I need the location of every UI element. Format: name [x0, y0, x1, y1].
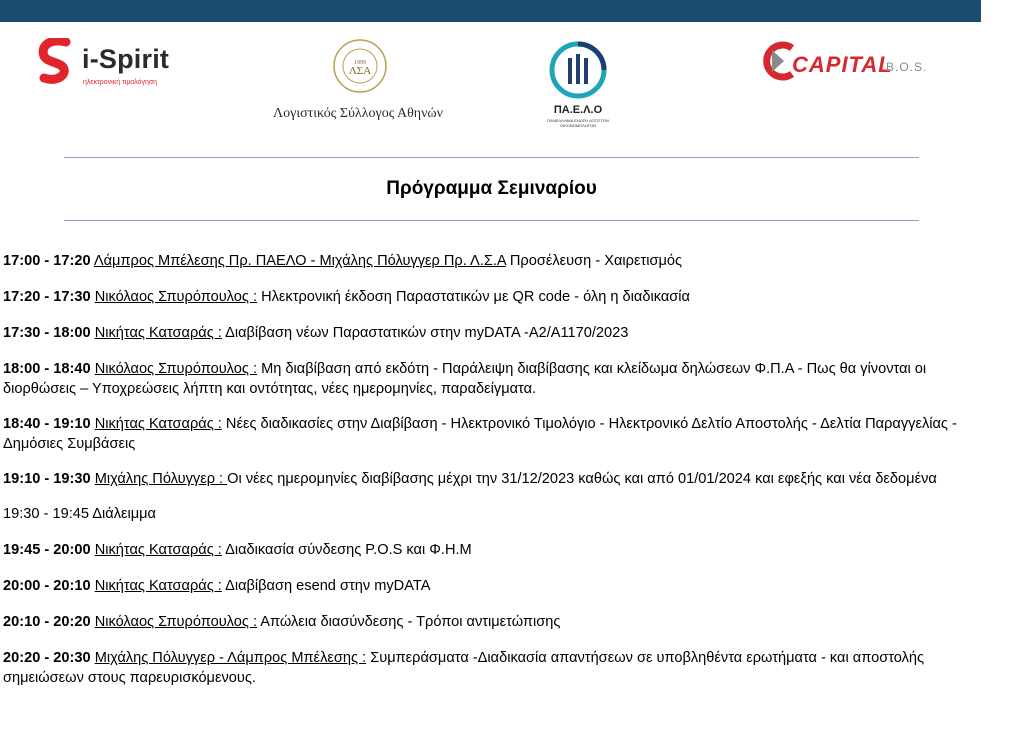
ispirit-tagline: ηλεκτρονική τιμολόγηση: [83, 79, 158, 86]
schedule-list: [3, 251, 1003, 703]
schedule-time: 19:45 - 20:00: [3, 542, 91, 558]
paelo-name: ΠΑ.Ε.Λ.Ο: [553, 104, 603, 116]
lsa-seal-letters: ΛΣΑ: [348, 65, 372, 77]
page-title: Πρόγραμμα Σεμιναρίου: [386, 178, 597, 199]
schedule-time: 18:00 - 18:40: [3, 361, 91, 377]
schedule-speaker: Νικόλαος Σπυρόπουλος :: [94, 289, 258, 305]
schedule-item: [3, 648, 1003, 688]
schedule-time: 17:00 - 17:20: [3, 253, 91, 269]
schedule-item: [3, 359, 1003, 399]
schedule-desc: Διαβίβαση esend στην myDATA: [221, 578, 431, 594]
schedule-item: [3, 287, 1003, 307]
schedule-desc: Διαδικασία σύνδεσης P.O.S και Φ.Η.Μ: [221, 542, 472, 558]
ispirit-name: i-Spirit: [82, 44, 170, 74]
lsa-seal-icon: [332, 38, 388, 94]
schedule-speaker: Νικήτας Κατσαράς :: [94, 542, 222, 558]
title-rule-top: [64, 157, 919, 158]
schedule-desc: Διαβίβαση νέων Παραστατικών στην myDATA -Α2/Α1170/2023: [221, 325, 629, 341]
top-color-bar: [0, 0, 981, 22]
schedule-speaker: Νικήτας Κατσαράς :: [94, 416, 222, 432]
schedule-time: 18:40 - 19:10: [3, 416, 91, 432]
schedule-desc: Προσέλευση - Χαιρετισμός: [505, 253, 683, 269]
lsa-logo: [258, 38, 458, 128]
schedule-desc: Απώλεια διασύνδεσης - Τρόποι αντιμετώπισης: [257, 614, 561, 630]
schedule-time: 20:00 - 20:10: [3, 578, 91, 594]
paelo-ring-icon: [548, 40, 608, 100]
schedule-item: [3, 469, 1003, 489]
paelo-logo: [540, 40, 620, 130]
schedule-desc: Διάλειμμα: [89, 506, 156, 522]
schedule-item: [3, 323, 1003, 343]
schedule-desc: Οι νέες ημερομηνίες διαβίβασης μέχρι την 31/12/2023 καθώς και από 01/01/2024 και εφεξής και νέα δεδομένα: [227, 471, 937, 487]
schedule-item: [3, 504, 1003, 524]
schedule-speaker: Νικήτας Κατσαράς :: [94, 325, 222, 341]
schedule-time: 20:10 - 20:20: [3, 614, 91, 630]
schedule-item: [3, 414, 1003, 454]
capital-suffix: B.O.S.: [886, 60, 928, 74]
schedule-speaker: Μιχάλης Πόλυγγερ - Λάμπρος Μπέλεσης :: [94, 650, 367, 666]
schedule-item: [3, 576, 1003, 596]
sponsor-logos: [0, 30, 1024, 130]
schedule-item: [3, 251, 1003, 271]
schedule-time: 19:10 - 19:30: [3, 471, 91, 487]
schedule-desc: Μη διαβίβαση από εκδότη - Παράλειψη διαβίβασης και κλείδωμα δηλώσεων Φ.Π.Α - Πως θα γίνονται οι διορθώσεις – Υποχρεώσεις λήπτη και οντότητας, νέες ημερομηνίες, παραδείγματα.: [3, 361, 927, 397]
schedule-desc: Συμπεράσματα -Διαδικασία απαντήσεων σε υποβληθέντα ερωτήματα - και αποστολής σημειώσεων στους παρευρισκόμενους.: [3, 650, 925, 686]
lsa-seal-year: 1999: [354, 60, 366, 66]
paelo-subtitle: ΠΑΝΕΛΛΗΝΙΑ ΕΝΩΣΗ ΛΟΓΙΣΤΩΝ ΟΙΚΟΝΟΜΟΛΟΓΩΝ: [547, 118, 609, 128]
schedule-desc: Νέες διαδικασίες στην Διαβίβαση - Ηλεκτρονικό Τιμολόγιο - Ηλεκτρονικό Δελτίο Αποστολής - Δελτία Παραγγελίας - Δημόσιες Συμβάσεις: [3, 416, 957, 452]
schedule-speaker: Νικόλαος Σπυρόπουλος :: [94, 361, 258, 377]
schedule-time: 20:20 - 20:30: [3, 650, 91, 666]
lsa-name: Λογιστικός Σύλλογος Αθηνών: [273, 106, 443, 121]
schedule-speaker: Νικήτας Κατσαράς :: [94, 578, 222, 594]
capital-logo: [762, 40, 942, 90]
ispirit-logo: [36, 38, 186, 98]
schedule-time: 17:30 - 18:00: [3, 325, 91, 341]
schedule-desc: Ηλεκτρονική έκδοση Παραστατικών με QR code - όλη η διαδικασία: [257, 289, 690, 305]
schedule-speaker: Μιχάλης Πόλυγγερ :: [94, 471, 228, 487]
schedule-speaker: Νικόλαος Σπυρόπουλος :: [94, 614, 258, 630]
capital-name: CAPITAL: [792, 52, 893, 77]
schedule-speaker: Λάμπρος Μπέλεσης Πρ. ΠΑΕΛΟ - Μιχάλης Πόλυγγερ Πρ. Λ.Σ.Α: [93, 253, 506, 269]
schedule-item: [3, 612, 1003, 632]
schedule-time: 19:30 - 19:45: [3, 506, 90, 522]
schedule-item: [3, 540, 1003, 560]
schedule-time: 17:20 - 17:30: [3, 289, 91, 305]
title-rule-bottom: [64, 220, 919, 221]
ispirit-s-icon: [36, 38, 76, 88]
